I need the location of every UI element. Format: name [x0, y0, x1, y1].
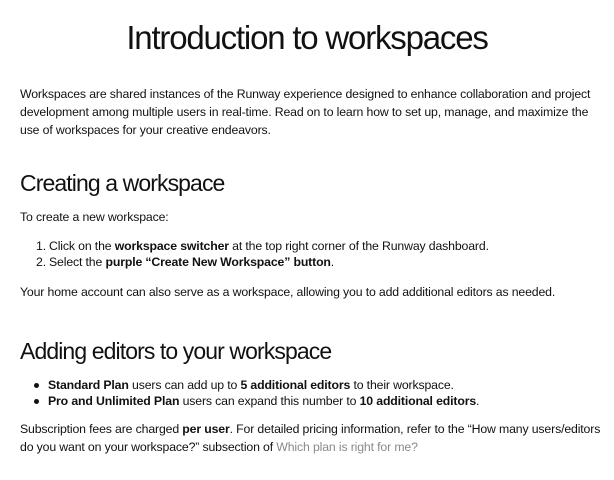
steps-list — [36, 238, 489, 270]
creating-lead: To create a new workspace: — [20, 210, 169, 224]
step-text: Click on the — [49, 239, 115, 253]
editor-limit: 5 additional editors — [240, 378, 351, 392]
plans-list — [34, 377, 479, 409]
plan-name: Pro and Unlimited Plan — [48, 394, 180, 408]
editor-limit: 10 additional editors — [359, 394, 477, 408]
fees-paragraph — [20, 420, 612, 456]
step-text: at the top right corner of the Runway dashboard. — [228, 239, 489, 253]
step-bold: purple “Create New Workspace” button — [105, 255, 331, 269]
bullet-text: . — [476, 394, 480, 408]
step-number: 1. — [36, 239, 46, 253]
step-text: Select the — [49, 255, 106, 269]
fees-text: . For detailed pricing information, refer to the “How many users/editors do you want on your workspace?” subsection of — [20, 422, 601, 454]
bullet-text: users can expand this number to — [179, 394, 360, 408]
step-number: 2. — [36, 255, 46, 269]
fees-text: Subscription fees are charged — [20, 422, 183, 436]
plan-guide-link[interactable]: Which plan is right for me? — [276, 440, 418, 454]
intro-paragraph: Workspaces are shared instances of the Runway experience designed to enhance collaboration and project development among multiple users in real-time. Read on to learn how to set up, manage, and maximize the use of workspaces for your creative endeavors. — [20, 87, 591, 137]
list-item — [36, 238, 489, 254]
fees-bold: per user — [182, 422, 230, 436]
home-account-note: Your home account can also serve as a workspace, allowing you to add additional editors as needed. — [20, 285, 556, 299]
step-bold: workspace switcher — [114, 239, 229, 253]
plan-name: Standard Plan — [48, 378, 129, 392]
list-item — [36, 254, 489, 270]
page-title: Introduction to workspaces — [126, 19, 488, 56]
list-item — [34, 377, 479, 393]
step-text: . — [330, 255, 335, 269]
bullet-icon — [34, 399, 39, 404]
list-item — [34, 393, 479, 409]
bullet-text: users can add up to — [128, 378, 241, 392]
section-heading-creating: Creating a workspace — [20, 170, 225, 196]
bullet-icon — [34, 383, 39, 388]
bullet-text: to their workspace. — [350, 378, 454, 392]
section-heading-adding: Adding editors to your workspace — [20, 338, 332, 364]
